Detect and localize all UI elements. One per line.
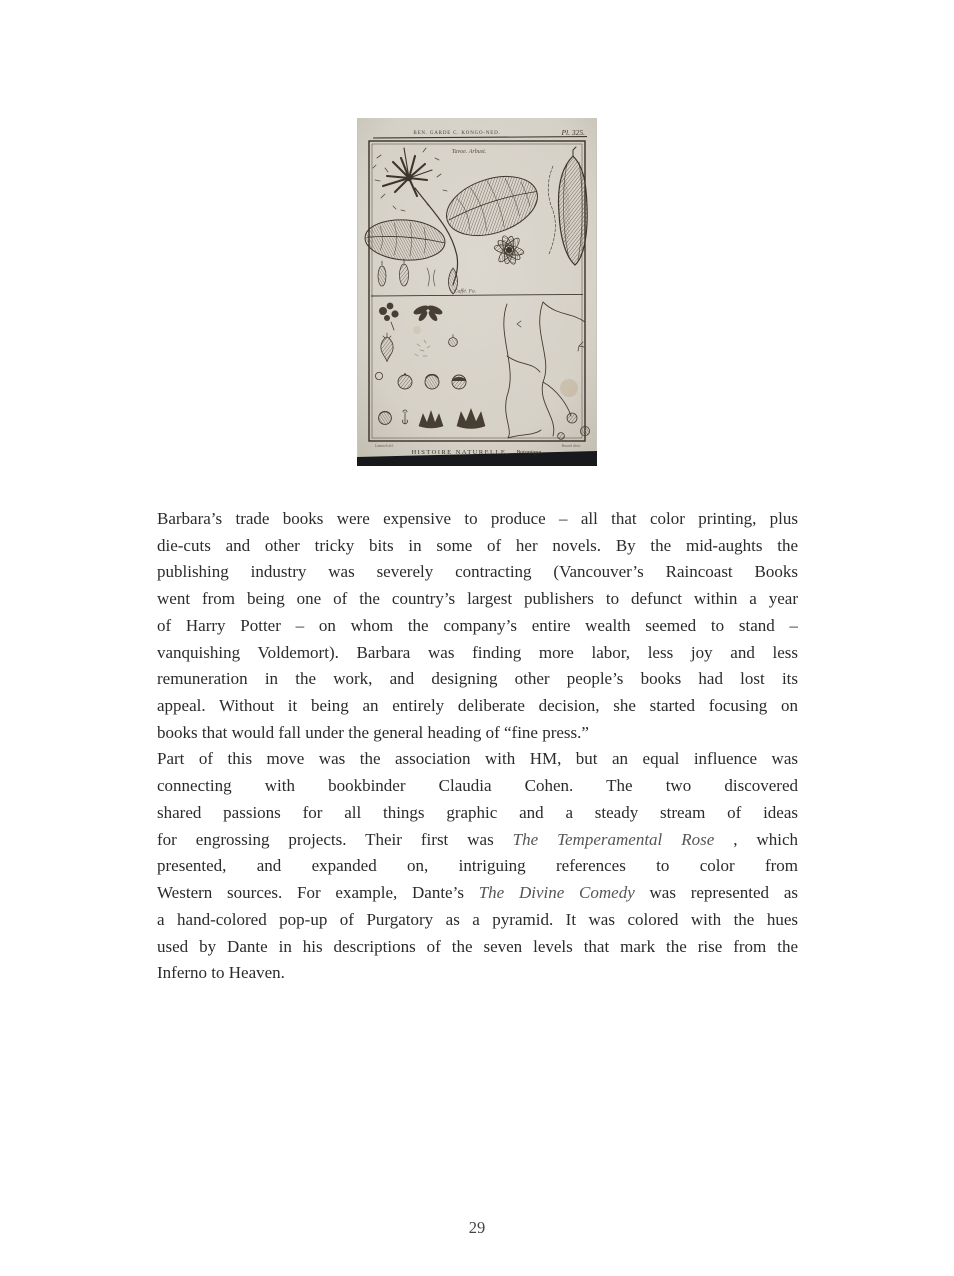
text-run: Inferno to Heaven. [157,963,285,983]
plate-caption-middle: Caffé. Fa. [453,288,477,295]
text-run: connecting with bookbinder Claudia Cohen. The two discovered [157,776,798,796]
text-line [157,934,798,961]
text-run: of Harry Potter – on whom the company’s entire wealth seemed to stand – [157,615,798,635]
engraver-credit-right: Benard direx. [561,444,581,448]
italic-title-run: The Temperamental Rose [512,829,715,849]
text-run: Part of this move was the association with HM, but an equal influence was [157,749,798,769]
text-run: Western sources. For example, Dante’s [157,883,479,903]
text-run: vanquishing Voldemort). Barbara was finding more labor, less joy and less [157,642,798,662]
body-text [157,506,798,987]
text-line [157,666,798,693]
text-line [157,800,798,827]
text-line [157,960,798,987]
plate-caption-top: Tavoe. Arbust. [451,149,487,155]
text-run: remuneration in the work, and designing other people’s books had lost its [157,669,798,689]
text-run: shared passions for all things graphic and a steady stream of ideas [157,802,798,822]
foxing-stain-small [413,326,421,334]
text-run: die-cuts and other tricky bits in some of her novels. By the mid-aughts the [157,535,798,555]
text-run: went from being one of the country’s largest publishers to defunct within a year [157,589,798,609]
foxing-stain [560,379,578,397]
page-number: 29 [468,1218,486,1237]
text-run: presented, and expanded on, intriguing references to color from [157,856,798,876]
text-run: appeal. Without it being an entirely deliberate decision, she started focusing on [157,696,798,716]
text-line [157,773,798,800]
text-run: publishing industry was severely contracting (Vancouver’s Raincoast Books [157,562,798,582]
italic-title-run: The Divine Comedy [478,883,635,903]
text-line [157,853,798,880]
text-line [157,533,798,560]
plate-caption-bottom-italic: Botanique. [516,450,543,456]
text-run: Barbara’s trade books were expensive to produce – all that color printing, plus [157,509,798,528]
text-line [157,506,798,533]
text-line [157,693,798,720]
text-line [157,586,798,613]
text-run: , which [714,829,798,849]
text-line [157,720,798,747]
text-run: a hand-colored pop-up of Purgatory as a pyramid. It was colored with the hues [157,909,798,929]
text-run: used by Dante in his descriptions of the seven levels that mark the rise from the [157,936,798,956]
botanical-plate-illustration [357,118,597,466]
text-line [157,827,798,854]
text-line [157,907,798,934]
botanical-plate-photo [357,118,597,466]
text-run: for engrossing projects. Their first was [157,829,513,849]
plate-number-label: Pl. 325. [561,128,585,137]
text-run: was represented as [634,883,798,903]
text-line [157,880,798,907]
plate-header-text: BEN. GARDE C. KONGO-NED. [413,131,501,136]
text-line [157,559,798,586]
plate-paper [358,118,596,462]
engraver-credit-left: Lamarck del. [375,444,394,448]
text-line [157,640,798,667]
plate-caption-bottom-main: HISTOIRE NATURELLE, [411,449,510,456]
text-run: books that would fall under the general heading of “fine press.” [157,722,589,742]
text-line [157,746,798,773]
text-line [157,613,798,640]
